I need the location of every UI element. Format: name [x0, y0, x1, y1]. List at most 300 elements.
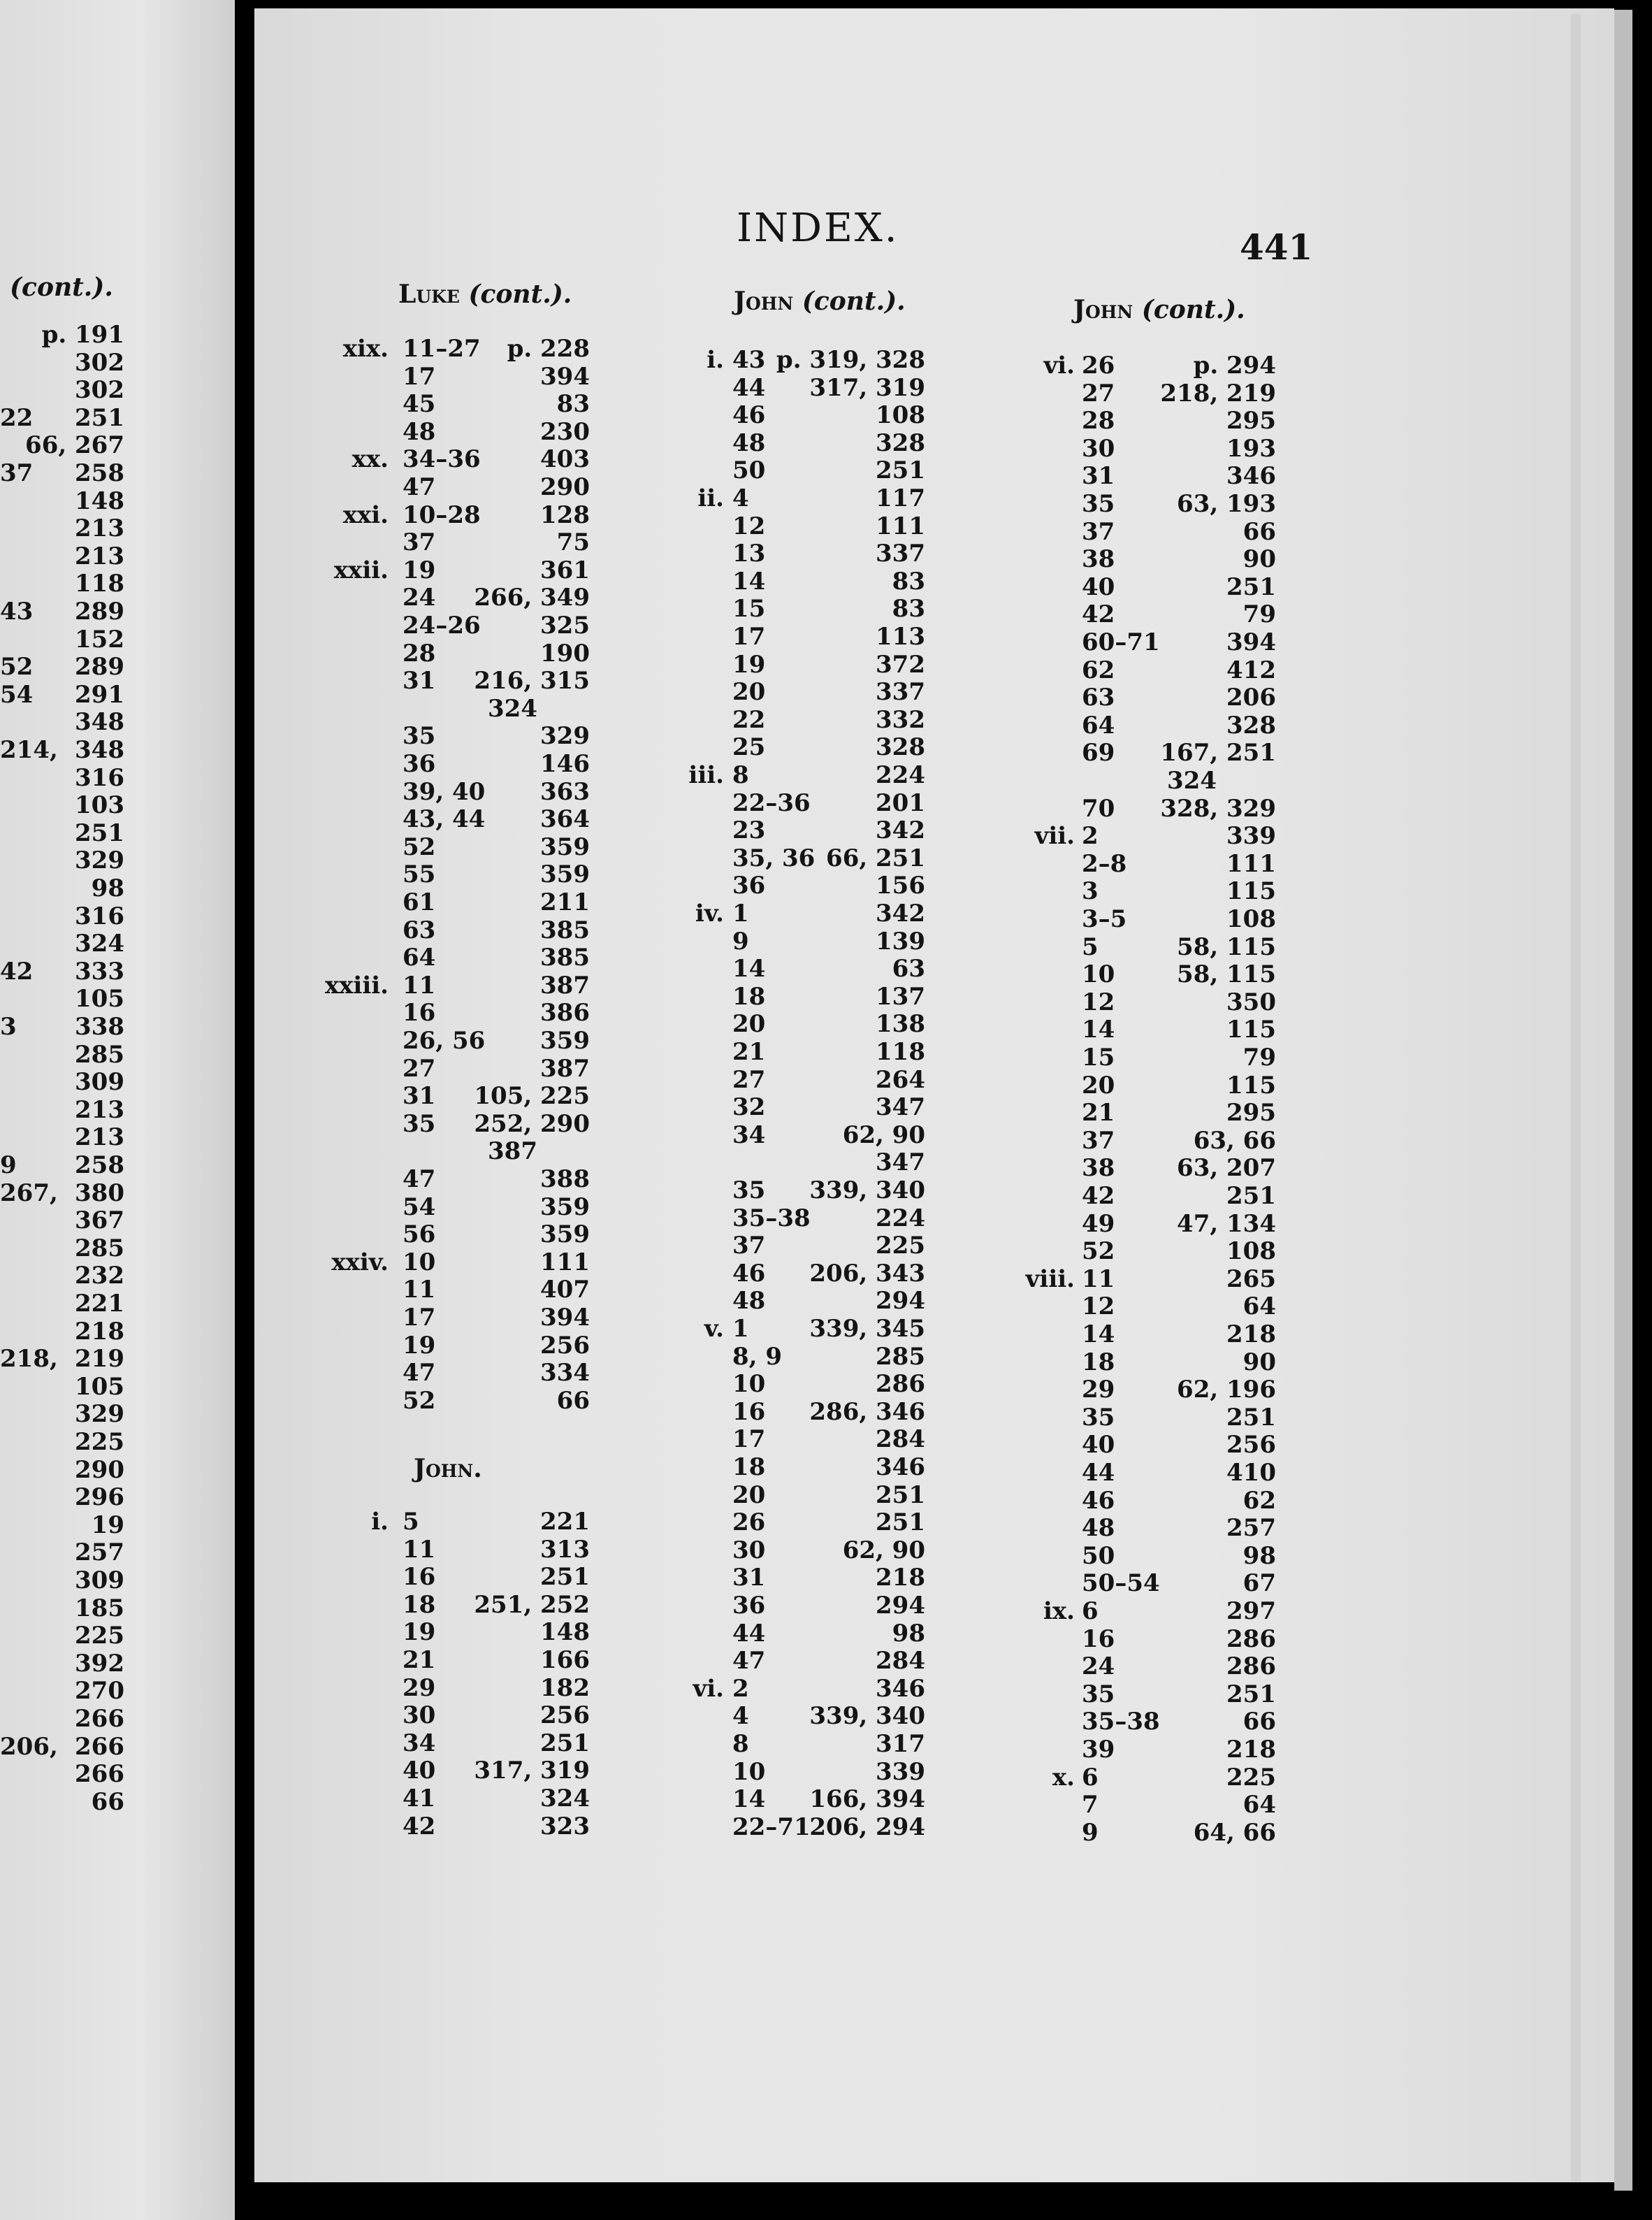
index-entry: [1016, 1543, 1276, 1570]
index-entry: [0, 820, 235, 847]
page-reference: 334: [540, 1359, 590, 1388]
index-entry: [324, 668, 590, 695]
index-entry: [681, 1592, 925, 1620]
page-reference: 105: [75, 1372, 124, 1401]
index-entry: [1016, 408, 1276, 435]
index-entry: [324, 1388, 590, 1415]
verse-number: 22–36: [732, 788, 811, 817]
index-entry: [324, 446, 590, 473]
index-entry: [1016, 1708, 1276, 1736]
page-reference: 79: [1242, 1044, 1276, 1072]
page-reference: 146: [540, 750, 590, 778]
verse-number: 64: [403, 944, 436, 972]
page-reference: 339, 345: [809, 1315, 925, 1343]
verse-number: 11: [403, 1535, 436, 1564]
index-entry: [0, 1318, 235, 1346]
index-entry: [1016, 1155, 1276, 1182]
verse-number: 35: [1082, 490, 1115, 518]
index-entry: [324, 1083, 590, 1110]
index-entry: [681, 347, 925, 374]
chapter-number: vi.: [693, 1674, 724, 1703]
index-entry: [0, 1401, 235, 1428]
page-reference: 403: [540, 445, 590, 474]
verse-number: 8: [732, 761, 749, 789]
index-entry: [0, 1595, 235, 1622]
verse-number: 5: [1082, 932, 1099, 961]
page-reference: 98: [892, 1619, 925, 1648]
page-reference: 316: [75, 902, 124, 930]
index-entry: [324, 1508, 590, 1536]
verse-number: 24: [403, 584, 436, 612]
page-reference: 313: [540, 1535, 590, 1564]
index-entry: [681, 845, 925, 872]
index-entry: [681, 1039, 925, 1066]
index-entry: [324, 502, 590, 529]
chapter-number: xix.: [342, 335, 389, 363]
index-entry: [1016, 1404, 1276, 1432]
page-reference: 348: [75, 708, 124, 737]
verse-number: 34–36: [403, 445, 481, 474]
verse-number: 16: [403, 999, 436, 1028]
verse-number: 42: [403, 1812, 436, 1840]
index-entry: [324, 1564, 590, 1591]
page-reference: 394: [540, 362, 590, 391]
index-entry: [324, 806, 590, 833]
verse-number: 38: [1082, 545, 1115, 574]
index-entry: [1016, 1626, 1276, 1653]
index-entry: [681, 596, 925, 623]
chapter-number: xxii.: [333, 556, 389, 584]
verse-number: 35: [1082, 1680, 1115, 1708]
page-reference: 359: [540, 860, 590, 889]
verse-fragment: 37: [0, 459, 34, 487]
verse-number: 16: [732, 1397, 766, 1426]
index-entry: [1016, 1321, 1276, 1348]
col1-heading: Luke (cont.).: [398, 280, 572, 309]
verse-number: 46: [732, 401, 766, 430]
page-reference: 225: [75, 1428, 124, 1456]
verse-number: 11: [403, 971, 436, 1000]
index-entry: [681, 1426, 925, 1453]
index-entry: [0, 543, 235, 570]
verse-number: 44: [1082, 1459, 1115, 1487]
index-page: [254, 8, 1614, 2182]
index-entry: [324, 972, 590, 1000]
page-reference: 337: [876, 540, 925, 568]
index-entry: [0, 1650, 235, 1678]
page-reference: 387: [540, 1054, 590, 1083]
index-entry: [324, 1702, 590, 1729]
page-reference: 148: [540, 1618, 590, 1647]
index-entry: [0, 847, 235, 874]
index-entry: [681, 928, 925, 956]
verse-number: 16: [403, 1563, 436, 1592]
verse-number: 14: [732, 1785, 766, 1814]
index-entry: [681, 568, 925, 596]
verse-number: 9: [732, 927, 749, 956]
index-entry: [0, 570, 235, 598]
index-entry: [681, 1067, 925, 1094]
page-reference: 302: [75, 376, 124, 405]
page-reference: 296: [75, 1483, 124, 1512]
page-reference: 185: [75, 1594, 124, 1622]
page-reference: 62, 196: [1177, 1376, 1276, 1404]
page-reference: 98: [1242, 1541, 1276, 1570]
page-reference: 286: [1226, 1624, 1276, 1653]
index-entry: [681, 1399, 925, 1426]
page-reference: 251: [1226, 1182, 1276, 1210]
verse-fragment: 54: [0, 680, 34, 709]
index-entry: [0, 709, 235, 736]
index-entry: [324, 1028, 590, 1055]
page-reference: 108: [1226, 1237, 1276, 1266]
verse-number: 7: [1082, 1791, 1099, 1819]
index-entry: [324, 391, 590, 418]
verse-number: 14: [732, 567, 766, 596]
index-entry: [0, 1124, 235, 1151]
verse-number: 31: [403, 667, 436, 695]
page-reference: 286: [1226, 1652, 1276, 1681]
index-entry: [681, 651, 925, 679]
index-entry: [1016, 1792, 1276, 1819]
index-entry: [1016, 823, 1276, 850]
verse-number: 40: [1082, 1431, 1115, 1459]
index-entry: [1016, 519, 1276, 546]
verse-number: 64: [1082, 711, 1115, 740]
page-reference: 251: [540, 1729, 590, 1757]
page-reference: 347: [876, 1093, 925, 1122]
page-reference: 232: [75, 1262, 124, 1290]
page-reference: 224: [876, 761, 925, 789]
index-entry: [1016, 657, 1276, 684]
page-reference: 98: [91, 874, 124, 902]
page-reference: 316: [75, 763, 124, 792]
index-entry: [681, 485, 925, 512]
page-reference: 213: [75, 542, 124, 570]
index-entry: [681, 1343, 925, 1371]
page-reference: 323: [540, 1812, 590, 1840]
verse-fragment: 3: [0, 1013, 17, 1041]
index-entry: [1016, 435, 1276, 463]
index-entry: [0, 1761, 235, 1788]
verse-number: 50: [732, 456, 766, 485]
verse-number: 48: [1082, 1514, 1115, 1543]
page-reference: 265: [1226, 1264, 1276, 1293]
verse-number: 36: [732, 1592, 766, 1620]
index-entry: [324, 612, 590, 640]
page-reference: 111: [1226, 849, 1276, 878]
verse-number: 26, 56: [403, 1027, 486, 1055]
verse-fragment: 218,: [0, 1345, 58, 1374]
verse-number: 41: [403, 1785, 436, 1812]
index-entry: [1016, 1764, 1276, 1792]
index-entry: [681, 1703, 925, 1730]
page-reference: 115: [1226, 1071, 1276, 1100]
page-reference: 317: [876, 1730, 925, 1758]
index-entry: [324, 1194, 590, 1221]
page-reference: 337: [876, 678, 925, 707]
verse-fragment: 22: [0, 403, 34, 432]
index-entry: [1016, 684, 1276, 712]
verse-number: 56: [403, 1220, 436, 1249]
index-entry: [1016, 851, 1276, 878]
page-reference: 115: [1226, 877, 1276, 906]
page-reference: 346: [876, 1674, 925, 1703]
index-entry: [1016, 546, 1276, 573]
index-entry: [324, 1675, 590, 1702]
index-entry: [0, 1429, 235, 1456]
index-entry: [0, 875, 235, 902]
page-reference: 118: [75, 570, 124, 598]
verse-fragment: 43: [0, 598, 34, 626]
index-entry: [324, 1221, 590, 1248]
verse-number: 35: [1082, 1403, 1115, 1432]
page-reference: 166, 394: [809, 1785, 925, 1814]
verse-number: 28: [1082, 407, 1115, 435]
page-reference: 339, 340: [809, 1176, 925, 1204]
verse-number: 21: [732, 1038, 766, 1066]
chapter-number: i.: [707, 346, 724, 374]
index-entry: [0, 349, 235, 377]
index-entry: [681, 1094, 925, 1121]
verse-number: 6: [1082, 1763, 1099, 1792]
page-reference: 201: [876, 788, 925, 817]
verse-number: 11–27: [403, 335, 481, 363]
page-reference: 294: [876, 1592, 925, 1620]
verse-number: 22: [732, 705, 766, 734]
index-entry: [0, 930, 235, 958]
page-reference: 218: [876, 1564, 925, 1592]
page-reference: 218: [75, 1317, 124, 1346]
page-reference: 108: [876, 401, 925, 430]
verse-number: 8, 9: [732, 1342, 782, 1371]
verse-fragment: 214,: [0, 736, 58, 764]
index-entry: [0, 958, 235, 986]
page-reference: 309: [75, 1068, 124, 1097]
index-entry: [1016, 380, 1276, 408]
page-reference: 332: [876, 705, 925, 734]
verse-number: 46: [1082, 1486, 1115, 1515]
index-entry: [1016, 1598, 1276, 1625]
index-entry: [681, 375, 925, 402]
verse-number: 12: [1082, 988, 1115, 1016]
page-reference: 251: [876, 456, 925, 485]
page-reference: 256: [540, 1701, 590, 1730]
page-reference: 380: [75, 1179, 124, 1207]
page-reference: 286, 346: [809, 1397, 925, 1426]
index-entry: [0, 1014, 235, 1041]
page-title: INDEX.: [737, 206, 899, 251]
index-entry: [1016, 1653, 1276, 1680]
index-entry: [1016, 463, 1276, 490]
verse-number: 48: [403, 417, 436, 446]
page-reference: p. 319, 328: [776, 346, 925, 374]
index-entry: [324, 1813, 590, 1840]
chapter-number: xxiii.: [324, 971, 389, 1000]
page-reference: 118: [876, 1038, 925, 1066]
index-entry: [0, 1262, 235, 1290]
page-reference: 387: [488, 1137, 537, 1166]
page-reference: 256: [540, 1331, 590, 1360]
index-entry: [0, 1152, 235, 1179]
verse-number: 19: [403, 1618, 436, 1647]
index-entry: [681, 1759, 925, 1786]
index-entry: [324, 1785, 590, 1812]
verse-number: 10: [732, 1757, 766, 1786]
verse-number: 2: [1082, 822, 1099, 851]
verse-number: 4: [732, 1702, 749, 1731]
index-entry: [1016, 1183, 1276, 1210]
page-reference: 407: [540, 1276, 590, 1304]
index-entry: [0, 1180, 235, 1207]
verse-number: 39: [1082, 1736, 1115, 1764]
page-reference: 257: [75, 1538, 124, 1567]
page-reference: 410: [1226, 1459, 1276, 1487]
verse-number: 11: [403, 1276, 436, 1304]
index-entry: [0, 1484, 235, 1511]
verse-number: 49: [1082, 1209, 1115, 1238]
verse-number: 39, 40: [403, 777, 486, 806]
verse-number: 2: [732, 1674, 749, 1703]
page-reference: 324: [540, 1785, 590, 1812]
page-reference: 251, 252: [474, 1590, 590, 1619]
verse-number: 3–5: [1082, 905, 1127, 933]
index-entry: [681, 983, 925, 1011]
index-entry: [681, 402, 925, 429]
page-reference: 297: [1226, 1597, 1276, 1625]
verse-number: 20: [732, 1480, 766, 1509]
verse-number: 34: [732, 1120, 766, 1149]
page-reference: 148: [75, 486, 124, 515]
index-entry: [324, 1249, 590, 1276]
verse-number: 17: [403, 1304, 436, 1332]
page-reference: 412: [1226, 656, 1276, 684]
index-entry: [1016, 906, 1276, 933]
verse-number: 40: [1082, 572, 1115, 601]
left-page: [0, 0, 235, 2220]
index-entry: [1016, 1293, 1276, 1320]
index-entry: [1016, 1044, 1276, 1072]
index-entry: [0, 1622, 235, 1650]
page-reference: 66: [91, 1787, 124, 1816]
page-reference: 190: [540, 639, 590, 668]
index-entry: [324, 834, 590, 861]
index-entry: [681, 1205, 925, 1232]
verse-number: 21: [403, 1646, 436, 1674]
page-reference: 346: [1226, 462, 1276, 491]
index-entry: [1016, 1459, 1276, 1487]
page-reference: 62: [1242, 1486, 1276, 1515]
index-entry: [0, 1290, 235, 1318]
verse-number: 25: [732, 733, 766, 762]
page-reference: 264: [876, 1065, 925, 1094]
verse-number: 15: [732, 595, 766, 624]
verse-number: 27: [403, 1054, 436, 1083]
page-reference: 284: [876, 1425, 925, 1454]
page-reference: 329: [540, 722, 590, 751]
page-reference: 211: [540, 888, 590, 916]
verse-number: 21: [1082, 1099, 1115, 1127]
page-reference: 257: [1226, 1514, 1276, 1543]
verse-number: 35: [403, 1109, 436, 1138]
verse-number: 38: [1082, 1154, 1115, 1183]
page-reference: 385: [540, 944, 590, 972]
index-entry: [0, 1457, 235, 1484]
verse-number: 26: [732, 1508, 766, 1537]
index-entry: [324, 1536, 590, 1564]
index-entry: [681, 1011, 925, 1038]
page-reference: 367: [75, 1206, 124, 1235]
index-entry: [681, 1482, 925, 1509]
page-reference: 66: [1242, 517, 1276, 546]
index-entry: [681, 1648, 925, 1675]
index-entry: [324, 1619, 590, 1646]
page-reference: 361: [540, 556, 590, 584]
page-reference: 266: [75, 1705, 124, 1733]
verse-number: 20: [732, 678, 766, 707]
index-entry: [0, 432, 235, 459]
page-reference: 225: [1226, 1763, 1276, 1792]
index-entry: [324, 1647, 590, 1674]
index-entry: [0, 1789, 235, 1816]
index-entry: [324, 336, 590, 363]
verse-number: 12: [1082, 1292, 1115, 1321]
verse-number: 23: [732, 816, 766, 845]
index-entry: [681, 1177, 925, 1204]
chapter-number: x.: [1052, 1763, 1075, 1792]
index-entry: [324, 944, 590, 972]
index-entry: [1016, 740, 1276, 767]
verse-number: 13: [732, 540, 766, 568]
page-reference: 325: [540, 612, 590, 640]
index-entry: [681, 817, 925, 844]
index-entry: [324, 1757, 590, 1785]
page-reference: 111: [876, 512, 925, 540]
page-reference: 138: [876, 1010, 925, 1039]
index-entry: [681, 1316, 925, 1343]
verse-number: 3: [1082, 877, 1099, 906]
page-reference: 394: [540, 1304, 590, 1332]
index-entry: [1016, 1432, 1276, 1459]
col3-heading: John (cont.).: [1073, 295, 1245, 324]
page-reference: 252, 290: [474, 1109, 590, 1138]
index-entry: [1016, 1736, 1276, 1764]
page-reference: 58, 115: [1177, 932, 1276, 961]
verse-number: 47: [403, 473, 436, 501]
verse-number: 45: [403, 390, 436, 419]
index-entry: [0, 405, 235, 432]
verse-number: 32: [732, 1093, 766, 1122]
page-reference: 166: [540, 1646, 590, 1674]
index-entry: [324, 363, 590, 391]
page-reference: 291: [75, 680, 124, 709]
index-entry: [324, 751, 590, 778]
index-entry: [0, 1041, 235, 1069]
verse-number: 17: [403, 362, 436, 391]
index-entry: [324, 557, 590, 584]
verse-number: 35–38: [732, 1204, 811, 1232]
index-entry: [681, 900, 925, 928]
verse-number: 1: [732, 1315, 749, 1343]
chapter-number: ix.: [1043, 1597, 1075, 1625]
page-reference: 218: [1226, 1320, 1276, 1348]
page-reference: 289: [75, 653, 124, 682]
col1-subheading: John.: [414, 1454, 482, 1483]
verse-number: 24: [1082, 1652, 1115, 1681]
index-entry: [1016, 574, 1276, 601]
index-entry: [0, 1346, 235, 1373]
page-reference: 105, 225: [474, 1082, 590, 1111]
